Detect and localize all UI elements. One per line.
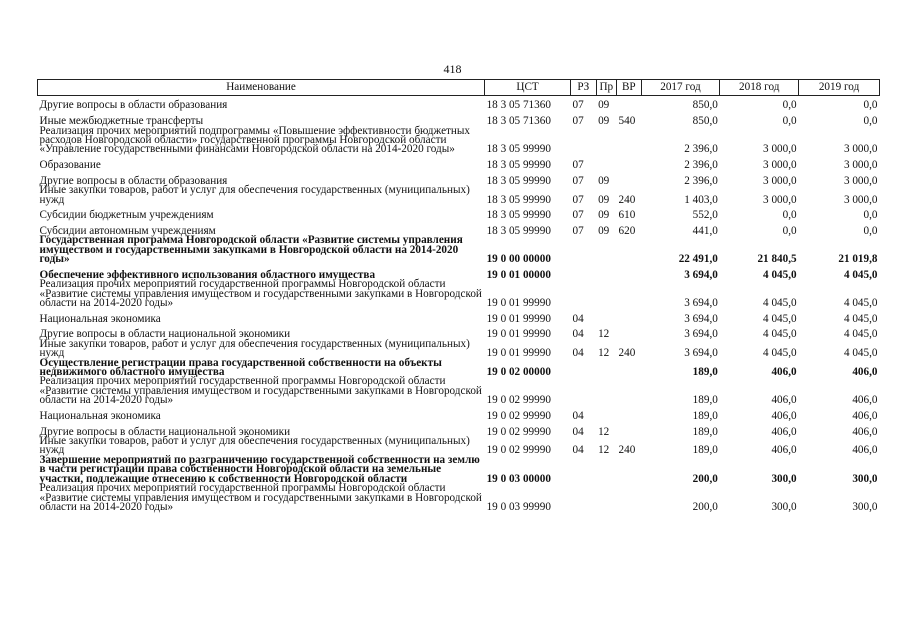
cell-pr: 09 (598, 115, 610, 128)
cell-2019: 406,0 (852, 366, 878, 379)
cell-2019: 300,0 (852, 472, 878, 485)
cell-cst: 18 3 05 71360 (486, 115, 551, 128)
cell-2018: 3 000,0 (763, 143, 797, 156)
cell-cst: 19 0 02 00000 (486, 366, 551, 379)
cell-vr (617, 127, 642, 155)
cell-2017: 200,0 (692, 500, 718, 513)
cell-2018: 3 000,0 (763, 174, 797, 187)
cell-cst: 18 3 05 71360 (486, 99, 551, 112)
cell-2017: 552,0 (692, 209, 718, 222)
table-row (38, 377, 880, 405)
cell-vr (617, 280, 642, 308)
table-row (38, 280, 880, 308)
table-row (38, 406, 880, 422)
cell-name: Национальная экономика (39, 409, 161, 422)
cell-2018: 0,0 (782, 224, 797, 237)
cell-rz: 07 (572, 99, 584, 112)
cell-2019: 0,0 (863, 115, 878, 128)
cell-vr: 240 (618, 347, 636, 360)
cell-vr (617, 456, 642, 484)
cell-vr (617, 377, 642, 405)
cell-2019: 406,0 (852, 409, 878, 422)
cell-cst: 18 3 05 99990 (486, 174, 551, 187)
cell-2017: 1 403,0 (684, 193, 718, 206)
table-row (38, 155, 880, 171)
cell-vr (617, 236, 642, 264)
budget-table (37, 79, 880, 512)
cell-2018: 3 000,0 (763, 193, 797, 206)
cell-2018: 406,0 (771, 394, 797, 407)
cell-pr (596, 359, 616, 378)
cell-cst: 18 3 05 99990 (486, 159, 551, 172)
cell-rz: 04 (572, 312, 584, 325)
cell-pr (596, 377, 616, 405)
cell-rz (571, 456, 597, 484)
cell-cst: 19 0 01 99990 (486, 297, 551, 310)
cell-2019: 4 045,0 (843, 328, 878, 341)
cell-name: Субсидии автономным учреждениям (39, 224, 216, 237)
cell-pr: 09 (598, 209, 610, 222)
cell-name: Реализация прочих мероприятий подпрограммы «Повышение эффективности бюджетных расходов Новгородской области» государственной программы Новгородской области «Управление государственными финансами Новгородской области на 2014-2020 годы» (39, 124, 471, 156)
table-row (38, 484, 880, 512)
cell-2018: 406,0 (771, 425, 797, 438)
cell-2017: 189,0 (692, 394, 718, 407)
cell-2019: 3 000,0 (843, 174, 878, 187)
cell-rz: 04 (572, 425, 584, 438)
cell-name: Иные закупки товаров, работ и услуг для обеспечения государственных (муниципальных) нужд (39, 337, 470, 360)
cell-vr: 240 (618, 444, 636, 457)
cell-cst: 19 0 01 99990 (486, 312, 551, 325)
cell-rz (571, 265, 597, 281)
cell-2018: 300,0 (771, 472, 797, 485)
cell-pr: 09 (598, 99, 610, 112)
cell-rz (571, 127, 597, 155)
cell-2017: 2 396,0 (684, 174, 718, 187)
cell-name: Реализация прочих мероприятий государственной программы Новгородской области «Развитие системы управления имуществом и государственными закупками в Новгородской области на 2014-2020 годы» (39, 482, 482, 513)
cell-name: Иные межбюджетные трансферты (39, 115, 204, 128)
cell-name: Иные закупки товаров, работ и услуг для обеспечения государственных (муниципальных) нужд (39, 435, 470, 457)
cell-rz: 07 (572, 209, 584, 222)
cell-cst: 19 0 00 00000 (486, 253, 551, 266)
cell-vr (617, 359, 642, 378)
cell-cst: 19 0 02 99990 (486, 444, 551, 457)
cell-2017: 22 491,0 (678, 253, 718, 266)
cell-2019: 4 045,0 (843, 347, 878, 360)
cell-2018: 4 045,0 (763, 328, 797, 341)
table-row (38, 95, 880, 111)
table-body (38, 95, 880, 512)
cell-2019: 0,0 (863, 99, 878, 112)
cell-name: Реализация прочих мероприятий государственной программы Новгородской области «Развитие системы управления имуществом и государственными закупками в Новгородской области на 2014-2020 годы» (39, 375, 482, 407)
cell-2018: 3 000,0 (763, 159, 797, 172)
cell-2018: 0,0 (782, 115, 797, 128)
cell-vr: 610 (618, 209, 636, 222)
cell-vr (617, 406, 642, 422)
cell-2017: 200,0 (692, 472, 718, 485)
cell-2018: 406,0 (771, 366, 797, 379)
cell-name: Реализация прочих мероприятий государственной программы Новгородской области «Развитие системы управления имуществом и государственными закупками в Новгородской области на 2014-2020 годы» (39, 278, 482, 310)
cell-rz: 07 (572, 224, 584, 237)
cell-2019: 406,0 (852, 425, 878, 438)
cell-rz: 07 (572, 115, 584, 128)
cell-cst: 19 0 02 99990 (486, 409, 551, 422)
cell-rz: 07 (572, 193, 584, 206)
cell-cst: 19 0 01 99990 (486, 347, 551, 360)
cell-2019: 300,0 (852, 500, 878, 513)
cell-vr (617, 155, 642, 171)
header-2018: 2018 год (720, 80, 799, 96)
cell-2019: 0,0 (863, 224, 878, 237)
cell-name: Государственная программа Новгородской области «Развитие системы управления имуществом и государственными закупками в Новгородской области на 2014-2020 годы» (39, 234, 463, 266)
table-row (38, 308, 880, 324)
cell-name: Образование (39, 159, 101, 172)
cell-2018: 406,0 (771, 409, 797, 422)
cell-name: Иные закупки товаров, работ и услуг для обеспечения государственных (муниципальных) нужд (39, 184, 470, 206)
cell-2019: 3 000,0 (843, 159, 878, 172)
cell-cst: 19 0 02 99990 (486, 425, 551, 438)
cell-rz (571, 377, 597, 405)
cell-2019: 3 000,0 (843, 143, 878, 156)
header-name: Наименование (38, 80, 485, 96)
table-row (38, 127, 880, 155)
cell-2019: 21 019,8 (838, 253, 878, 266)
cell-pr (596, 155, 616, 171)
cell-pr (596, 127, 616, 155)
cell-rz: 04 (572, 328, 584, 341)
cell-2019: 0,0 (863, 209, 878, 222)
table-row (38, 205, 880, 221)
header-2019: 2019 год (799, 80, 880, 96)
cell-pr (596, 265, 616, 281)
cell-pr (596, 280, 616, 308)
cell-vr (617, 95, 642, 111)
cell-cst: 18 3 05 99990 (486, 209, 551, 222)
cell-name: Субсидии бюджетным учреждениям (39, 209, 214, 222)
cell-2017: 3 694,0 (684, 297, 718, 310)
cell-pr (596, 308, 616, 324)
cell-pr: 12 (598, 425, 610, 438)
cell-2019: 3 000,0 (843, 193, 878, 206)
cell-vr (617, 170, 642, 186)
cell-rz: 07 (572, 174, 584, 187)
cell-2018: 21 840,5 (757, 253, 797, 266)
cell-name: Другие вопросы в области образования (39, 99, 228, 112)
header-pr: Пр (596, 80, 616, 96)
cell-cst: 18 3 05 99990 (486, 193, 551, 206)
cell-2018: 406,0 (771, 444, 797, 457)
cell-name: Обеспечение эффективного использования областного имущества (39, 268, 376, 281)
cell-pr: 12 (598, 444, 610, 457)
cell-rz (571, 280, 597, 308)
cell-vr: 540 (618, 115, 636, 128)
cell-2017: 850,0 (692, 99, 718, 112)
cell-2019: 406,0 (852, 444, 878, 457)
cell-pr (596, 406, 616, 422)
cell-name: Другие вопросы в области национальной экономики (39, 328, 291, 341)
cell-cst: 19 0 01 00000 (486, 268, 551, 281)
cell-cst: 18 3 05 99990 (486, 224, 551, 237)
cell-name: Завершение мероприятий по разграничению государственной собственности на землю в части регистрации права собственности Новгородской области на земельные участки, подлежащие отнесению к собственности Новгородской области (39, 453, 480, 485)
header-vr: ВР (617, 80, 642, 96)
cell-2017: 3 694,0 (684, 347, 718, 360)
cell-cst: 19 0 01 99990 (486, 328, 551, 341)
cell-2019: 4 045,0 (843, 312, 878, 325)
cell-2017: 3 694,0 (684, 268, 718, 281)
cell-pr: 09 (598, 174, 610, 187)
page-number: 418 (443, 62, 462, 76)
table-row (38, 186, 880, 205)
cell-vr (617, 484, 642, 512)
cell-vr (617, 265, 642, 281)
cell-name: Осуществление регистрации права государственной собственности на объекты недвижимого областного имущества (39, 356, 442, 379)
cell-cst: 19 0 02 99990 (486, 394, 551, 407)
cell-2019: 4 045,0 (843, 268, 878, 281)
cell-pr: 09 (598, 193, 610, 206)
cell-2018: 4 045,0 (763, 347, 797, 360)
header-2017: 2017 год (641, 80, 720, 96)
cell-2019: 406,0 (852, 394, 878, 407)
cell-2017: 850,0 (692, 115, 718, 128)
cell-2018: 4 045,0 (763, 297, 797, 310)
cell-2017: 3 694,0 (684, 312, 718, 325)
cell-pr (596, 484, 616, 512)
cell-pr: 12 (598, 347, 610, 360)
cell-2017: 189,0 (692, 444, 718, 457)
cell-vr: 620 (618, 224, 636, 237)
cell-name: Национальная экономика (39, 312, 161, 325)
cell-2017: 2 396,0 (684, 143, 718, 156)
cell-rz (571, 236, 597, 264)
cell-name: Другие вопросы в области национальной экономики (39, 425, 291, 438)
cell-2018: 0,0 (782, 99, 797, 112)
table-row (38, 236, 880, 264)
cell-rz: 04 (572, 444, 584, 457)
cell-rz (571, 484, 597, 512)
cell-rz: 04 (572, 409, 584, 422)
cell-vr: 240 (618, 193, 636, 206)
cell-2018: 0,0 (782, 209, 797, 222)
cell-pr (596, 236, 616, 264)
cell-2018: 4 045,0 (763, 268, 797, 281)
cell-2017: 3 694,0 (684, 328, 718, 341)
cell-2017: 2 396,0 (684, 159, 718, 172)
table-row (38, 340, 880, 359)
cell-vr (617, 421, 642, 437)
table-row (38, 456, 880, 484)
cell-pr (596, 456, 616, 484)
cell-cst: 19 0 03 99990 (486, 500, 551, 513)
cell-2017: 189,0 (692, 425, 718, 438)
cell-2017: 441,0 (692, 224, 718, 237)
cell-2017: 189,0 (692, 366, 718, 379)
cell-2017: 189,0 (692, 409, 718, 422)
cell-2018: 4 045,0 (763, 312, 797, 325)
cell-vr (617, 308, 642, 324)
cell-cst: 19 0 03 00000 (486, 472, 551, 485)
cell-rz (571, 359, 597, 378)
cell-cst: 18 3 05 99990 (486, 143, 551, 156)
cell-rz: 07 (572, 159, 584, 172)
cell-pr: 09 (598, 224, 610, 237)
cell-2019: 4 045,0 (843, 297, 878, 310)
table-header-row (38, 80, 880, 96)
cell-pr: 12 (598, 328, 610, 341)
cell-rz: 04 (572, 347, 584, 360)
header-cst: ЦСТ (485, 80, 571, 96)
cell-name: Другие вопросы в области образования (39, 174, 228, 187)
cell-2018: 300,0 (771, 500, 797, 513)
cell-vr (617, 324, 642, 340)
header-rz: РЗ (571, 80, 597, 96)
